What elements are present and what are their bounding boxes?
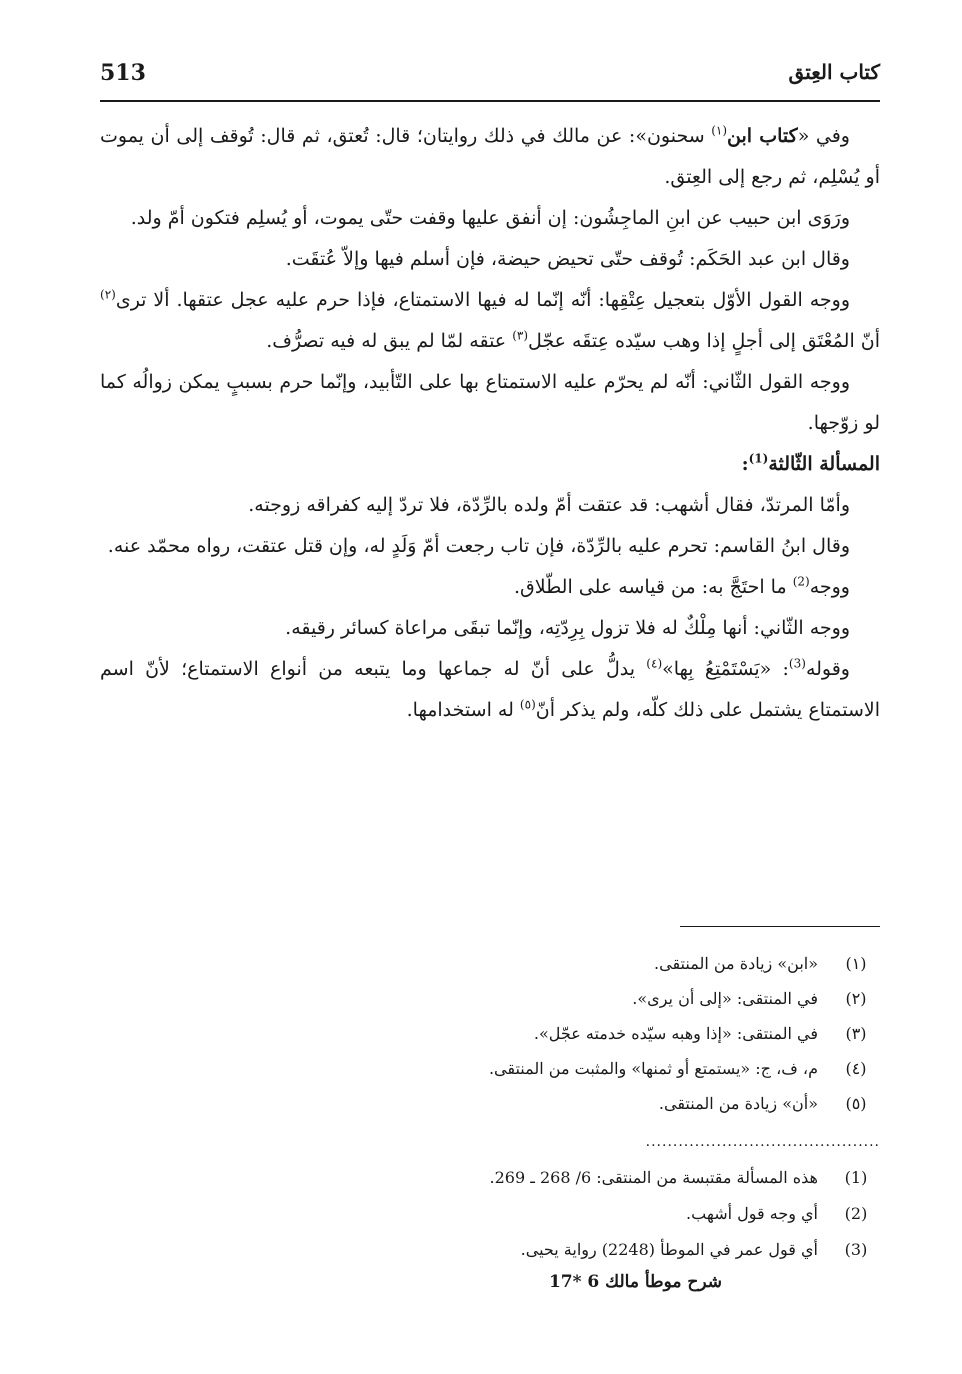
editor-note-item [100, 1232, 880, 1268]
header-rule [100, 100, 880, 102]
editor-note-number: (3) [844, 1240, 868, 1259]
main-text [100, 116, 880, 731]
footnote-text: «أن» زيادة من المنتقى. [658, 1094, 818, 1113]
dotted-separator: ........................................... [645, 1134, 880, 1150]
footnote-item [100, 946, 880, 981]
section-heading: المسألة الثّالثة$^{(1)}$: [741, 451, 880, 475]
paragraph: وقال ابنُ القاسم: تحرم عليه بالرِّدّة، فإن تاب رجعت أمّ وَلَدٍ له، وإن قتل عتقت، رواه محمّد عنه. [107, 535, 850, 557]
footnote-item [100, 1051, 880, 1086]
paragraph: ورَوَى ابن حبيب عن ابنِ الماجِشُون: إن أنفق عليها وقفت حتّى يموت، أو يُسلِم فتكون أمّ ولد. [130, 207, 850, 229]
editor-note-item [100, 1160, 880, 1196]
footnote-ref[interactable]: (2) [792, 574, 810, 589]
print-signature: 17* شرح موطأ مالك 6 [548, 1272, 722, 1292]
footnote-item [100, 1016, 880, 1051]
paragraph: وقال ابن عبد الحَكَم: تُوقف حتّى تحيض حيضة، فإن أسلم فيها وإلاّ عُتقَت. [285, 248, 850, 270]
paragraph: ووجه$^{(2)}$ ما احتَجَّ به: من قياسه على الطّلاق. [513, 574, 850, 598]
footnote-text: في المنتقى: «إذا وهبه سيّده خدمته عجّل». [533, 1024, 818, 1043]
editor-notes [100, 1160, 880, 1268]
editor-note-item [100, 1196, 880, 1232]
editor-note-text: هذه المسألة مقتبسة من المنتقى: 6/ 268 ـ 269. [489, 1168, 818, 1187]
paragraph: ووجه القول الثّاني: أنّه لم يحرّم عليه الاستمتاع بها على التّأبيد، وإنّما حرم بسببٍ يمكن زوالُه كما لو زوّجها. [100, 371, 880, 434]
footnote-ref[interactable]: (٣) [512, 328, 529, 343]
footnote-number: (٤) [845, 1059, 867, 1078]
footnote-number: (٣) [845, 1024, 867, 1043]
footnote-rule [680, 926, 880, 927]
editor-note-number: (2) [844, 1204, 868, 1223]
footnote-item [100, 981, 880, 1016]
footnote-number: (٥) [845, 1094, 867, 1113]
paragraph: ووجه الثّاني: أنها مِلْكٌ له فلا تزول بِرِدّتِه، وإنّما تبقَى مراعاة كسائر رقيقه. [285, 617, 850, 639]
paragraph: وفي «كتاب ابن$^{(١)}$ سحنون»: عن مالك في ذلك روايتان؛ قال: تُعتق، ثم قال: تُوقف إلى أن يموت أو يُسْلِم، ثم رجع إلى العِتق. [100, 123, 880, 188]
footnote-ref[interactable]: (٥) [519, 697, 536, 712]
footnote-ref[interactable]: (3) [788, 656, 806, 671]
footnote-text: «ابن» زيادة من المنتقى. [654, 954, 818, 973]
footnote-text: م، ف، ج: «يستمتع أو ثمنها» والمثبت من المنتقى. [488, 1059, 818, 1078]
footnote-number: (٢) [845, 989, 867, 1008]
footnote-item [100, 1086, 880, 1121]
page-number: 513 [100, 60, 146, 86]
paragraph: ووجه القول الأوّل بتعجيل عِتْقِها: أنّه إنّما له فيها الاستمتاع، فإذا حرم عليه عجل عتقها. ألا ترى$^{(٢)}$ أنّ المُعْتَق إلى أجلٍ إذا وهب سيّده عِتقَه عجّل$^{(٣)}$ عتقه لمّا لم يبق له فيه تصرُّف. [100, 287, 880, 352]
editor-note-text: أي وجه قول أشهب. [686, 1204, 818, 1223]
page-header [100, 60, 880, 94]
footnote-ref[interactable]: (٤) [646, 656, 663, 671]
footnote-text: في المنتقى: «إلى أن يرى». [632, 989, 818, 1008]
footnote-number: (١) [845, 954, 867, 973]
editor-note-number: (1) [844, 1168, 868, 1187]
paragraph: وأمّا المرتدّ، فقال أشهب: قد عتقت أمّ ولده بالرِّدّة، فلا تردّ إليه كفراقه زوجته. [248, 494, 850, 516]
footnote-ref[interactable]: (١) [711, 123, 728, 138]
footnote-ref[interactable]: (1) [748, 451, 769, 466]
footnote-ref[interactable]: (٢) [100, 287, 116, 302]
editor-note-text: أي قول عمر في الموطأ (2248) رواية يحيى. [520, 1240, 818, 1259]
footnotes [100, 946, 880, 1121]
paragraph: وقوله$^{(3)}$: «يَسْتَمْتِعُ بِها»$^{(٤)}$ يدلُّ على أنّ له جماعها وما يتبعه من أنواع الاستمتاع؛ لأنّ اسم الاستمتاع يشتمل على ذلك كلّه، ولم يذكر أنّ$^{(٥)}$ له استخدامها. [100, 656, 880, 721]
running-title: كتاب العِتق [788, 60, 880, 84]
